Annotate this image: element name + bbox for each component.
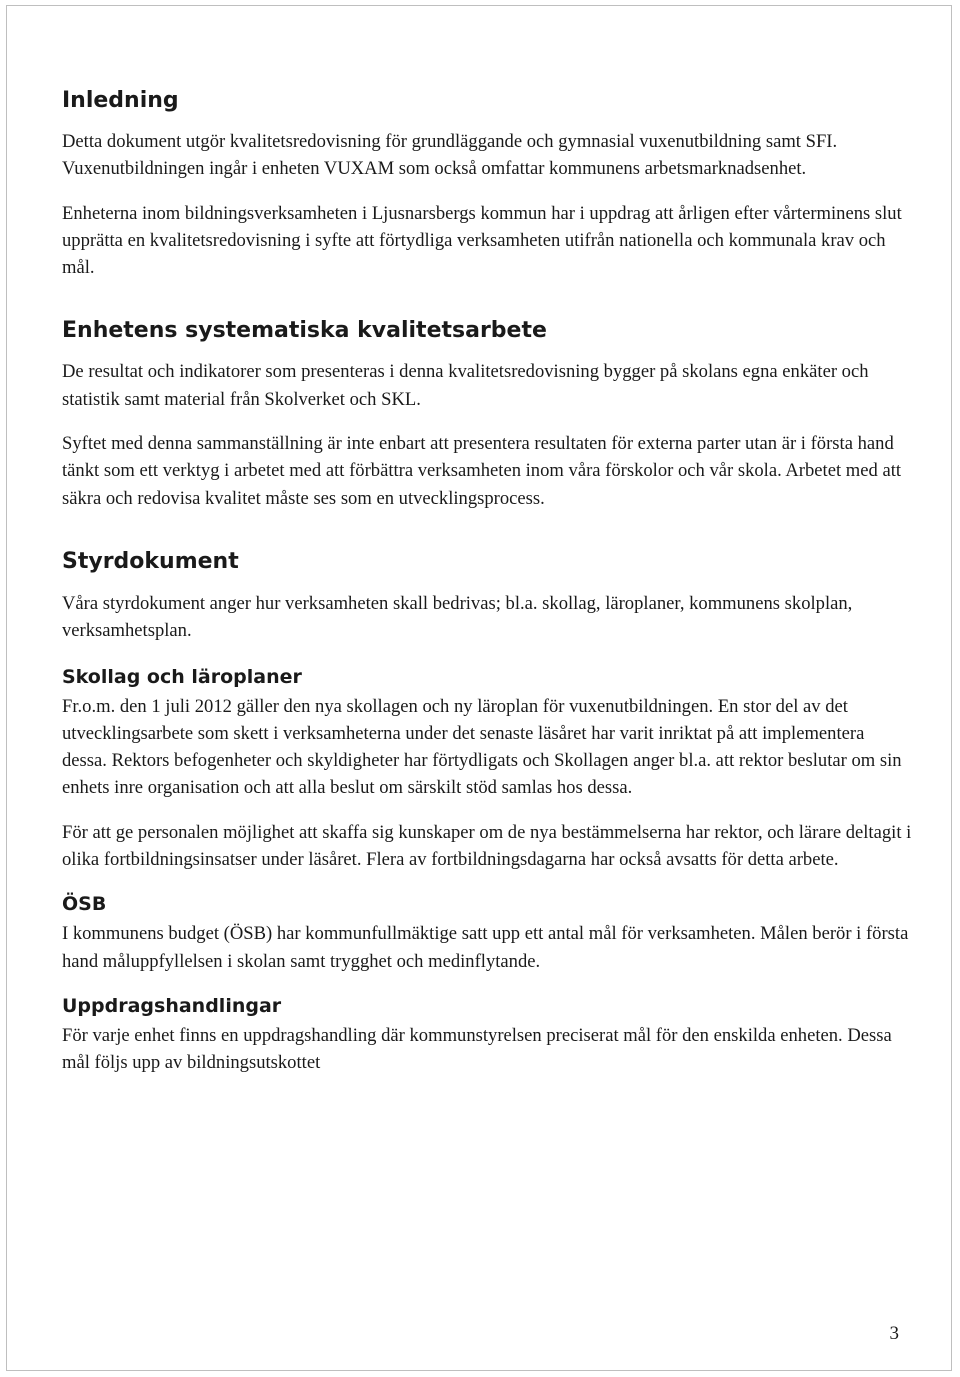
heading-uppdragshandlingar: Uppdragshandlingar [62, 994, 282, 1017]
paragraph-styrdokument: Våra styrdokument anger hur verksamheten skall bedrivas; bl.a. skollag, läroplaner, kommunens skolplan, verksamhetsplan. [62, 592, 853, 642]
paragraph-osb: I kommunens budget (ÖSB) har kommunfullmäktige satt upp ett antal mål för verksamheten. Målen berör i första hand måluppfyllelsen i skolan samt trygghet och medinflytande. [62, 923, 909, 972]
heading-osb: ÖSB [62, 893, 107, 916]
paragraph-inledning-1: Detta dokument utgör kvalitetsredovisning för grundläggande och gymnasial vuxenutbildning samt SFI. Vuxenutbildningen ingår i enheten VUXAM som också omfattar kommunens arbetsmarknadsenhet. [62, 131, 838, 180]
heading-systematiska-kvalitetsarbete: Enhetens systematiska kvalitetsarbete [62, 318, 547, 344]
page-number: 3 [889, 1323, 899, 1344]
paragraph-systematiska-1: De resultat och indikatorer som presenteras i denna kvalitetsredovisning bygger på skolans egna enkäter och statistik samt material från Skolverket och SKL. [62, 361, 869, 410]
document-page [6, 5, 952, 1371]
page-content [62, 84, 912, 1077]
heading-skollag: Skollag och läroplaner [62, 665, 302, 688]
paragraph-uppdragshandlingar: För varje enhet finns en uppdragshandling där kommunstyrelsen preciserat mål för den enskilda enheten. Dessa mål följs upp av bildningsutskottet [62, 1024, 892, 1074]
heading-inledning: Inledning [62, 88, 179, 113]
paragraph-skollag-1: Fr.o.m. den 1 juli 2012 gäller den nya skollagen och ny läroplan för vuxenutbildningen. En stor del av det utvecklingsarbete som skett i verksamheterna under det senaste läsåret har varit inriktat på att implementera dessa. Rektors befogenheter och skyldigheter har förtydligats och Skollagen anger bl.a. att rektor beslutar om sin enhets inre organisation och att alla beslut om särskilt stöd samlas hos dessa. [62, 695, 902, 799]
heading-styrdokument: Styrdokument [62, 548, 239, 574]
paragraph-inledning-2: Enheterna inom bildningsverksamheten i Ljusnarsbergs kommun har i uppdrag att årligen efter vårterminens slut upprätta en kvalitetsredovisning i syfte att förtydliga verksamheten utifrån nationella och kommunala krav och mål. [62, 202, 902, 279]
paragraph-skollag-2: För att ge personalen möjlighet att skaffa sig kunskaper om de nya bestämmelserna har rektor, och lärare deltagit i olika fortbildningsinsatser under läsåret. Flera av fortbildningsdagarna har också avsatts för detta arbete. [62, 821, 912, 871]
paragraph-systematiska-2: Syftet med denna sammanställning är inte enbart att presentera resultaten för externa parter utan är i första hand tänkt som ett verktyg i arbetet med att förbättra verksamheten inom våra förskolor och vår skola. Arbetet med att säkra och redovisa kvalitet måste ses som en utvecklingsprocess. [62, 433, 902, 509]
